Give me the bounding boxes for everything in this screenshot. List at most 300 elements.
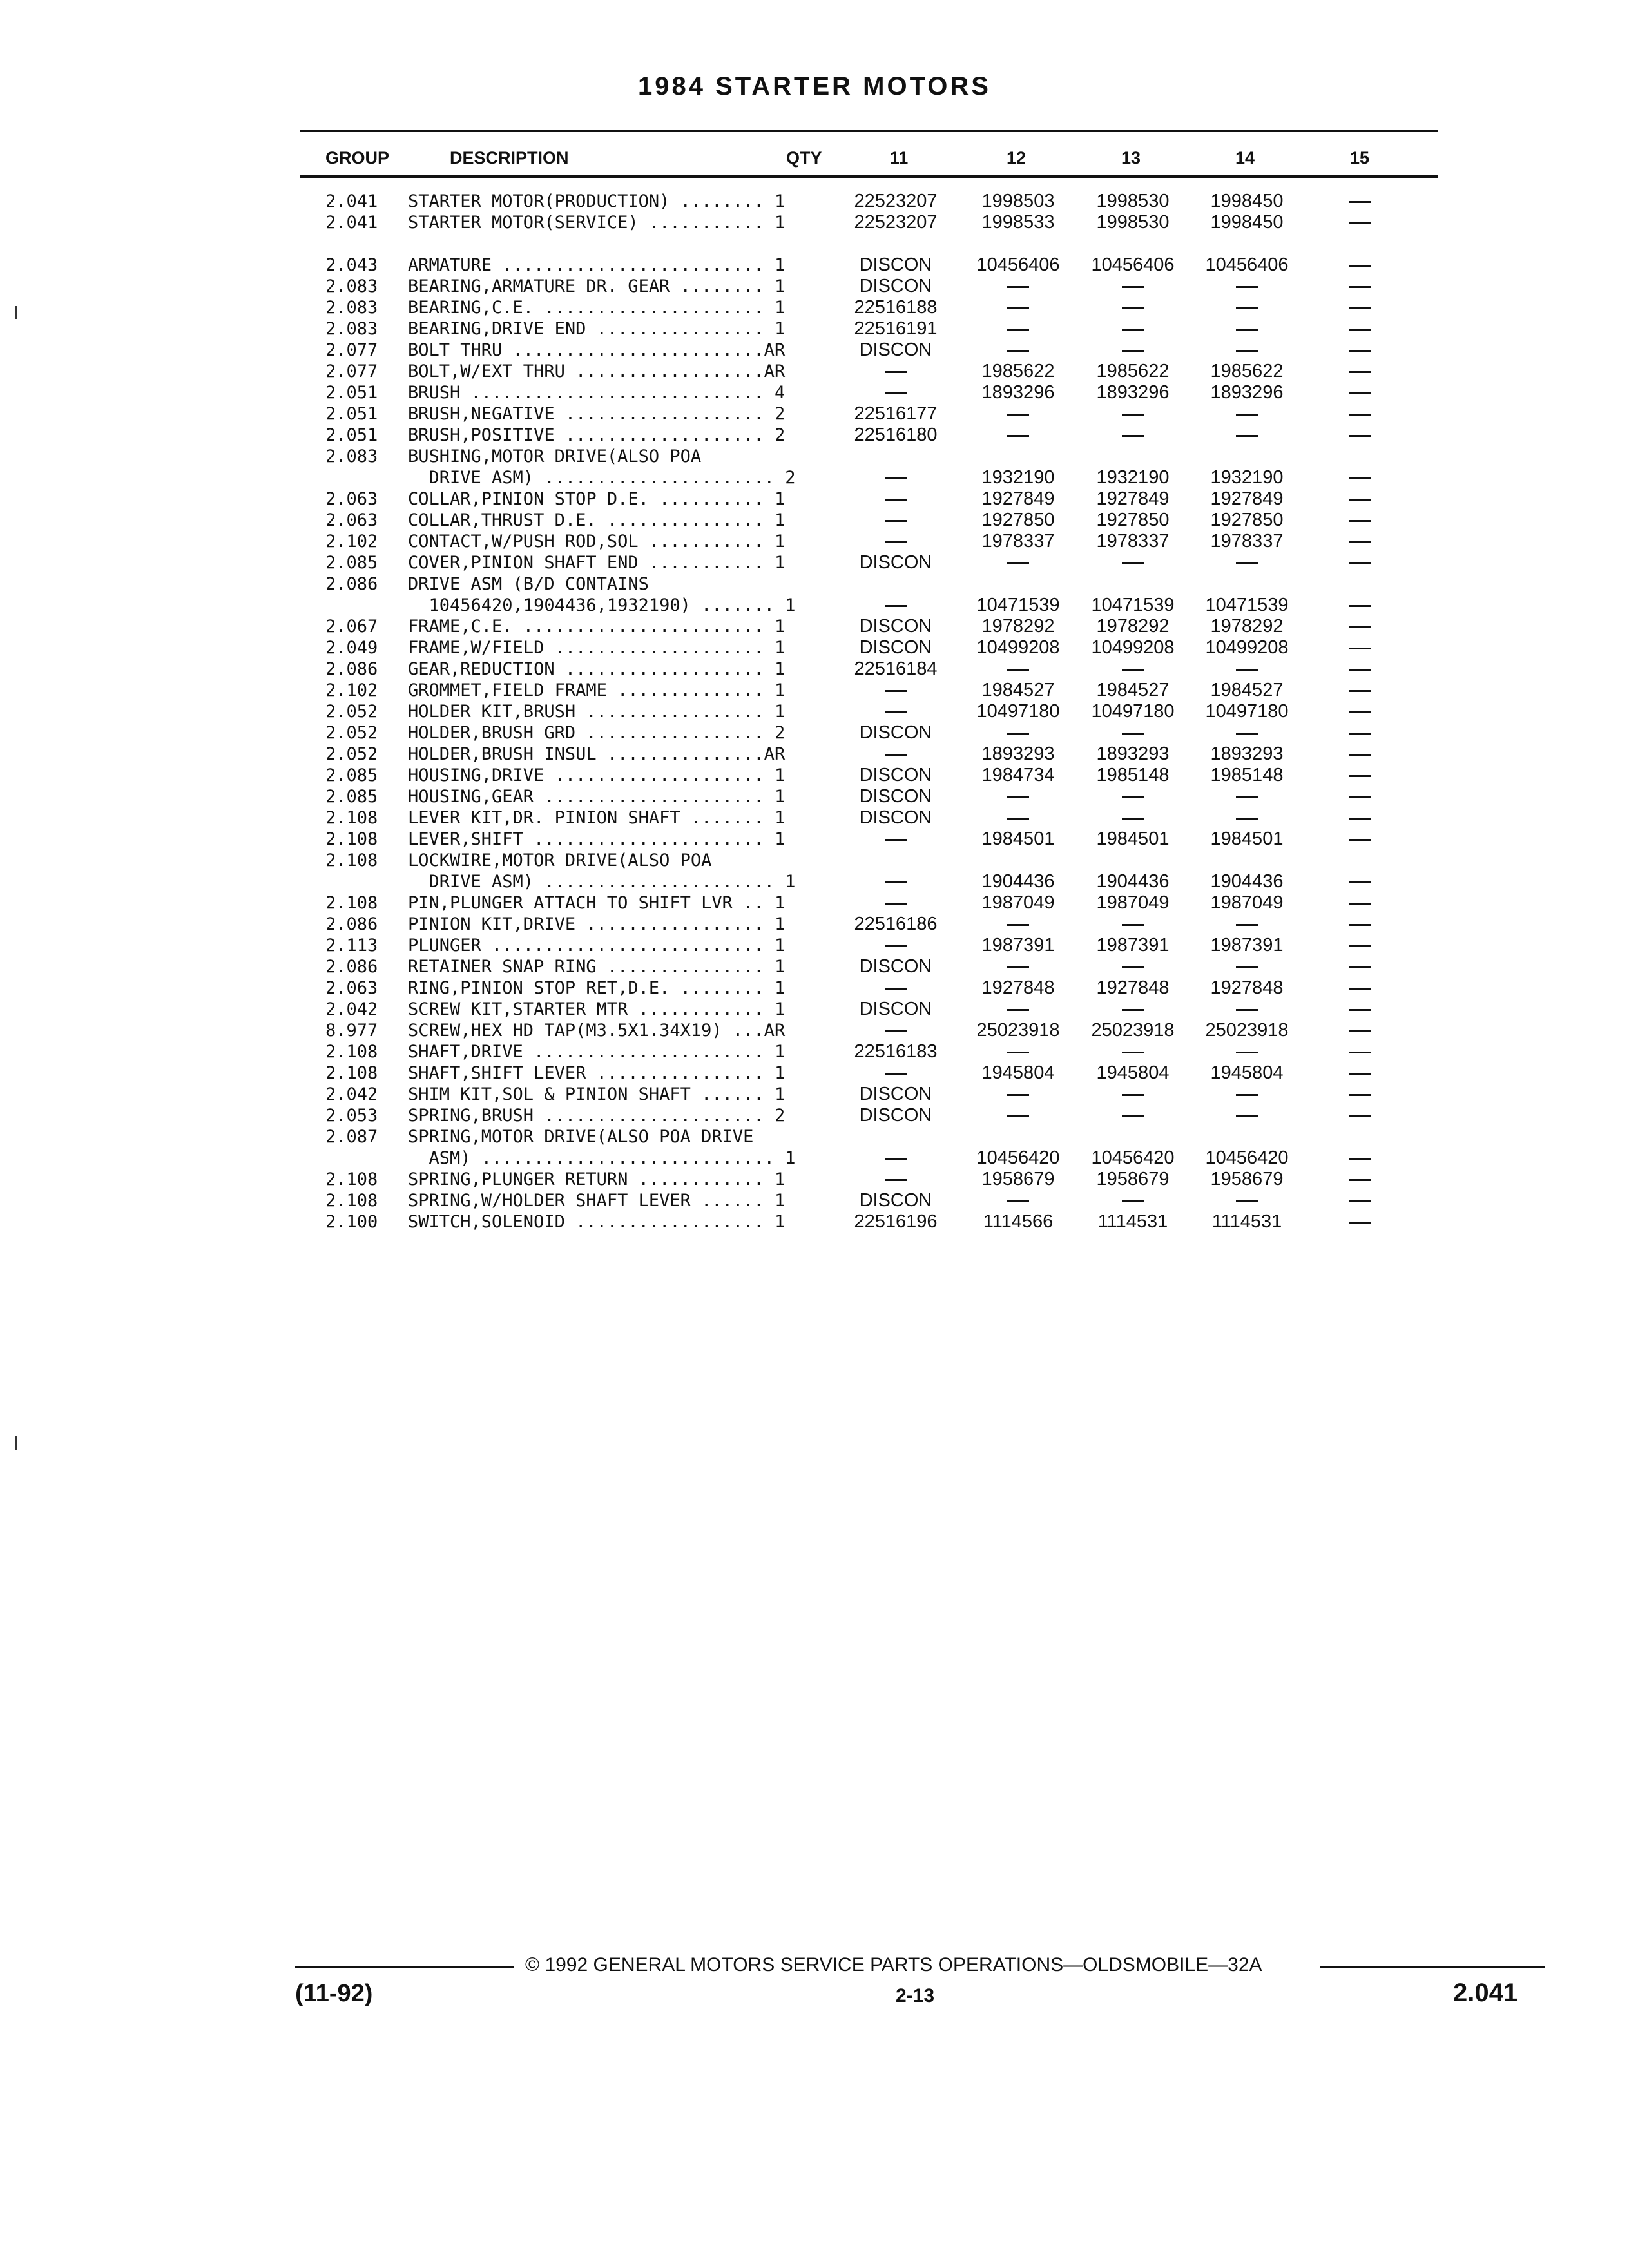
- group-cell: 2.042: [325, 999, 378, 1019]
- col-11-cell: DISCON: [859, 786, 932, 807]
- dash-line: [1349, 881, 1371, 883]
- description-cell: PIN,PLUNGER ATTACH TO SHIFT LVR .. 1: [408, 893, 786, 913]
- description-cell: ARMATURE ......................... 1: [408, 255, 786, 275]
- col-14-cell: 1984501: [1210, 829, 1284, 849]
- dash-mark: [1327, 744, 1392, 765]
- group-cell: 2.086: [325, 659, 378, 679]
- description-cell: STARTER MOTOR(PRODUCTION) ........ 1: [408, 191, 786, 211]
- dash-mark: [1081, 1084, 1184, 1105]
- description-cell: ASM) ............................ 1: [408, 1148, 796, 1168]
- dash-mark: [1327, 935, 1392, 956]
- description-cell: DRIVE ASM (B/D CONTAINS: [408, 574, 649, 594]
- dash-line: [1122, 1094, 1144, 1096]
- dash-mark: [1327, 531, 1392, 552]
- header-qty: QTY: [786, 148, 822, 168]
- group-cell: 2.086: [325, 574, 378, 594]
- col-12-cell: 1927848: [981, 977, 1055, 998]
- dash-line: [885, 371, 907, 373]
- dash-line: [1236, 924, 1258, 926]
- group-cell: 2.108: [325, 1191, 378, 1211]
- col-13-cell: 1978337: [1096, 531, 1170, 552]
- group-cell: 2.077: [325, 361, 378, 381]
- dash-mark: [1327, 1062, 1392, 1084]
- col-11-cell: DISCON: [859, 340, 932, 360]
- col-14-cell: 10497180: [1205, 701, 1289, 722]
- dash-line: [1349, 435, 1371, 437]
- dash-line: [1349, 222, 1371, 224]
- page-title: 1984 STARTER MOTORS: [638, 72, 991, 101]
- dash-line: [1349, 1200, 1371, 1202]
- group-cell: 2.100: [325, 1212, 378, 1232]
- dash-mark: [1327, 276, 1392, 297]
- dash-line: [1236, 307, 1258, 309]
- col-11-cell: DISCON: [859, 1105, 932, 1126]
- dash-mark: [847, 701, 944, 722]
- dash-mark: [847, 1020, 944, 1041]
- dash-mark: [1327, 1169, 1392, 1190]
- dash-line: [885, 477, 907, 479]
- description-cell: GEAR,REDUCTION ................... 1: [408, 659, 786, 679]
- dash-line: [1349, 839, 1371, 841]
- col-11-cell: 22523207: [854, 191, 938, 211]
- description-cell: SCREW,HEX HD TAP(M3.5X1.34X19) ...AR: [408, 1021, 786, 1041]
- dash-mark: [1327, 914, 1392, 935]
- dash-line: [1236, 1052, 1258, 1053]
- dash-line: [1122, 1009, 1144, 1011]
- dash-line: [1349, 477, 1371, 479]
- group-cell: 2.063: [325, 510, 378, 530]
- group-cell: 2.051: [325, 383, 378, 403]
- dash-mark: [1195, 807, 1298, 829]
- dash-mark: [1195, 999, 1298, 1020]
- dash-mark: [967, 318, 1070, 340]
- group-cell: 2.049: [325, 638, 378, 658]
- dash-mark: [1081, 1190, 1184, 1211]
- description-cell: SCREW KIT,STARTER MTR ............ 1: [408, 999, 786, 1019]
- group-cell: 2.051: [325, 404, 378, 424]
- group-cell: 2.087: [325, 1127, 378, 1147]
- dash-line: [1122, 966, 1144, 968]
- dash-line: [885, 520, 907, 522]
- group-cell: 2.108: [325, 850, 378, 870]
- dash-line: [885, 499, 907, 501]
- col-12-cell: 1978292: [981, 616, 1055, 637]
- header-col-15: 15: [1349, 148, 1370, 168]
- dash-line: [1236, 733, 1258, 735]
- dash-mark: [1327, 722, 1392, 744]
- dash-line: [1122, 414, 1144, 416]
- dash-mark: [1327, 892, 1392, 914]
- dash-mark: [847, 680, 944, 701]
- col-13-cell: 10471539: [1091, 595, 1175, 615]
- dash-mark: [847, 829, 944, 850]
- dash-line: [1349, 414, 1371, 416]
- dash-line: [885, 945, 907, 947]
- dash-mark: [1081, 658, 1184, 680]
- dash-line: [1007, 966, 1029, 968]
- dash-mark: [967, 1190, 1070, 1211]
- dash-line: [1122, 329, 1144, 331]
- group-cell: 2.085: [325, 787, 378, 807]
- col-14-cell: 1985622: [1210, 361, 1284, 381]
- col-14-cell: 1985148: [1210, 765, 1284, 785]
- dash-mark: [1327, 999, 1392, 1020]
- description-cell: GROMMET,FIELD FRAME .............. 1: [408, 680, 786, 700]
- dash-line: [1349, 626, 1371, 628]
- col-12-cell: 1987391: [981, 935, 1055, 956]
- group-cell: 2.108: [325, 808, 378, 828]
- description-cell: HOLDER,BRUSH GRD ................. 2: [408, 723, 786, 743]
- col-13-cell: 1932190: [1096, 467, 1170, 488]
- dash-line: [885, 1073, 907, 1075]
- dash-mark: [1327, 425, 1392, 446]
- dash-line: [1122, 796, 1144, 798]
- group-cell: 2.085: [325, 765, 378, 785]
- dash-mark: [1195, 1105, 1298, 1126]
- description-cell: SHAFT,DRIVE ...................... 1: [408, 1042, 786, 1062]
- group-cell: 2.108: [325, 1063, 378, 1083]
- group-cell: 2.043: [325, 255, 378, 275]
- col-13-cell: 10456406: [1091, 255, 1175, 275]
- dash-mark: [847, 1062, 944, 1084]
- dash-mark: [967, 1105, 1070, 1126]
- dash-line: [1236, 796, 1258, 798]
- group-cell: 2.108: [325, 829, 378, 849]
- col-11-cell: DISCON: [859, 1084, 932, 1104]
- col-14-cell: 1927849: [1210, 488, 1284, 509]
- group-cell: 2.052: [325, 744, 378, 764]
- dash-line: [885, 881, 907, 883]
- dash-line: [1122, 286, 1144, 288]
- dash-line: [885, 690, 907, 692]
- dash-line: [1122, 350, 1144, 352]
- col-11-cell: DISCON: [859, 956, 932, 977]
- header-col-14: 14: [1235, 148, 1255, 168]
- description-cell: RING,PINION STOP RET,D.E. ........ 1: [408, 978, 786, 998]
- dash-line: [1349, 796, 1371, 798]
- dash-mark: [1327, 361, 1392, 382]
- group-cell: 2.077: [325, 340, 378, 360]
- dash-line: [1349, 286, 1371, 288]
- footer-left-rule: [295, 1966, 514, 1968]
- dash-mark: [1327, 977, 1392, 999]
- dash-mark: [1195, 914, 1298, 935]
- dash-mark: [967, 786, 1070, 807]
- col-11-cell: 22516180: [854, 425, 938, 445]
- group-cell: 2.083: [325, 447, 378, 466]
- description-cell: BEARING,DRIVE END ................ 1: [408, 319, 786, 339]
- dash-mark: [1327, 191, 1392, 212]
- dash-line: [1236, 562, 1258, 564]
- group-cell: 2.102: [325, 532, 378, 552]
- dash-line: [885, 541, 907, 543]
- group-cell: 2.102: [325, 680, 378, 700]
- dash-mark: [967, 956, 1070, 977]
- dash-line: [1236, 1200, 1258, 1202]
- col-11-cell: 22516186: [854, 914, 938, 934]
- dash-mark: [1195, 722, 1298, 744]
- dash-mark: [1195, 1041, 1298, 1062]
- dash-mark: [1327, 701, 1392, 722]
- dash-line: [1349, 499, 1371, 501]
- dash-mark: [967, 722, 1070, 744]
- col-11-cell: 22516177: [854, 403, 938, 424]
- description-cell: BRUSH,POSITIVE ................... 2: [408, 425, 786, 445]
- dash-mark: [1081, 1105, 1184, 1126]
- dash-mark: [1081, 722, 1184, 744]
- dash-line: [1349, 520, 1371, 522]
- dash-line: [1349, 329, 1371, 331]
- footer-date: (11-92): [295, 1980, 373, 2007]
- dash-line: [1236, 669, 1258, 671]
- col-13-cell: 10497180: [1091, 701, 1175, 722]
- dash-line: [1349, 1115, 1371, 1117]
- dash-line: [1007, 414, 1029, 416]
- dash-mark: [1327, 552, 1392, 573]
- dash-mark: [1327, 340, 1392, 361]
- col-13-cell: 1114531: [1097, 1211, 1168, 1232]
- dash-line: [1349, 265, 1371, 267]
- dash-line: [1122, 435, 1144, 437]
- dash-line: [885, 1030, 907, 1032]
- group-cell: 2.108: [325, 1042, 378, 1062]
- col-13-cell: 1927849: [1096, 488, 1170, 509]
- dash-line: [885, 903, 907, 905]
- group-cell: 2.052: [325, 702, 378, 722]
- dash-mark: [1195, 786, 1298, 807]
- dash-line: [1349, 669, 1371, 671]
- dash-mark: [967, 807, 1070, 829]
- dash-line: [1007, 1200, 1029, 1202]
- dash-line: [1007, 329, 1029, 331]
- dash-line: [885, 605, 907, 607]
- dash-line: [1349, 201, 1371, 203]
- dash-line: [885, 754, 907, 756]
- description-cell: SPRING,BRUSH ..................... 2: [408, 1106, 786, 1126]
- col-13-cell: 1978292: [1096, 616, 1170, 637]
- dash-line: [1349, 371, 1371, 373]
- group-cell: 8.977: [325, 1021, 378, 1041]
- dash-mark: [847, 510, 944, 531]
- col-12-cell: 1114566: [983, 1211, 1054, 1232]
- header-col-12: 12: [1006, 148, 1027, 168]
- col-11-cell: DISCON: [859, 552, 932, 573]
- col-13-cell: 25023918: [1091, 1020, 1175, 1041]
- dash-mark: [1195, 425, 1298, 446]
- dash-line: [1349, 1094, 1371, 1096]
- col-11-cell: DISCON: [859, 276, 932, 296]
- dash-line: [1349, 350, 1371, 352]
- col-14-cell: 1998450: [1210, 212, 1284, 233]
- col-12-cell: 10456420: [976, 1148, 1060, 1168]
- dash-mark: [1327, 616, 1392, 637]
- col-12-cell: 1893296: [981, 382, 1055, 403]
- col-12-cell: 10456406: [976, 255, 1060, 275]
- dash-line: [1007, 307, 1029, 309]
- col-11-cell: 22516196: [854, 1211, 938, 1232]
- col-12-cell: 1945804: [981, 1062, 1055, 1083]
- dash-line: [1349, 392, 1371, 394]
- dash-line: [1349, 754, 1371, 756]
- col-13-cell: 1904436: [1096, 871, 1170, 892]
- col-11-cell: DISCON: [859, 722, 932, 743]
- dash-mark: [967, 340, 1070, 361]
- description-cell: CONTACT,W/PUSH ROD,SOL ........... 1: [408, 532, 786, 552]
- dash-mark: [1327, 595, 1392, 616]
- dash-mark: [1081, 297, 1184, 318]
- dash-mark: [1081, 403, 1184, 425]
- col-11-cell: 22516184: [854, 658, 938, 679]
- dash-line: [1349, 903, 1371, 905]
- dash-line: [1236, 1009, 1258, 1011]
- dash-mark: [1081, 318, 1184, 340]
- col-14-cell: 1927848: [1210, 977, 1284, 998]
- dash-mark: [1195, 340, 1298, 361]
- dash-line: [1122, 307, 1144, 309]
- dash-mark: [1195, 658, 1298, 680]
- col-12-cell: 1927849: [981, 488, 1055, 509]
- dash-line: [1007, 435, 1029, 437]
- dash-line: [1122, 733, 1144, 735]
- dash-mark: [1327, 871, 1392, 892]
- dash-line: [1007, 818, 1029, 820]
- dash-line: [1236, 286, 1258, 288]
- col-12-cell: 1984734: [981, 765, 1055, 785]
- dash-line: [1349, 1009, 1371, 1011]
- dash-mark: [1081, 956, 1184, 977]
- description-cell: SHIM KIT,SOL & PINION SHAFT ...... 1: [408, 1084, 786, 1104]
- dash-line: [885, 839, 907, 841]
- dash-line: [1236, 435, 1258, 437]
- dash-line: [1007, 286, 1029, 288]
- col-14-cell: 1984527: [1210, 680, 1284, 700]
- footer-section-number: 2.041: [1453, 1979, 1518, 2007]
- dash-mark: [1195, 1190, 1298, 1211]
- dash-line: [1349, 605, 1371, 607]
- description-cell: SPRING,W/HOLDER SHAFT LEVER ...... 1: [408, 1191, 786, 1211]
- col-11-cell: DISCON: [859, 999, 932, 1019]
- col-11-cell: DISCON: [859, 637, 932, 658]
- dash-mark: [847, 382, 944, 403]
- group-cell: 2.041: [325, 213, 378, 233]
- dash-mark: [1327, 1148, 1392, 1169]
- dash-line: [1236, 1094, 1258, 1096]
- scan-mark: [15, 1436, 17, 1450]
- dash-mark: [1327, 467, 1392, 488]
- dash-mark: [1327, 1041, 1392, 1062]
- dash-line: [1349, 1222, 1371, 1224]
- col-11-cell: DISCON: [859, 807, 932, 828]
- col-12-cell: 1987049: [981, 892, 1055, 913]
- col-12-cell: 1893293: [981, 744, 1055, 764]
- dash-mark: [1195, 276, 1298, 297]
- dash-mark: [1327, 403, 1392, 425]
- dash-mark: [1327, 1020, 1392, 1041]
- dash-mark: [1327, 1084, 1392, 1105]
- col-12-cell: 1985622: [981, 361, 1055, 381]
- col-13-cell: 1958679: [1096, 1169, 1170, 1189]
- col-11-cell: DISCON: [859, 1190, 932, 1211]
- description-cell: RETAINER SNAP RING ............... 1: [408, 957, 786, 977]
- col-11-cell: 22516191: [854, 318, 938, 339]
- dash-mark: [1081, 999, 1184, 1020]
- col-12-cell: 1984527: [981, 680, 1055, 700]
- col-13-cell: 1984527: [1096, 680, 1170, 700]
- dash-line: [1349, 1030, 1371, 1032]
- dash-line: [1349, 733, 1371, 735]
- dash-line: [1349, 562, 1371, 564]
- dash-mark: [1327, 765, 1392, 786]
- group-cell: 2.108: [325, 1169, 378, 1189]
- dash-line: [1122, 669, 1144, 671]
- col-13-cell: 1927848: [1096, 977, 1170, 998]
- description-cell: BOLT,W/EXT THRU ..................AR: [408, 361, 786, 381]
- dash-line: [1122, 1052, 1144, 1053]
- col-13-cell: 1998530: [1096, 212, 1170, 233]
- group-cell: 2.053: [325, 1106, 378, 1126]
- col-13-cell: 1893296: [1096, 382, 1170, 403]
- group-cell: 2.085: [325, 553, 378, 573]
- footer-right-rule: [1320, 1966, 1545, 1968]
- col-11-cell: 22516183: [854, 1041, 938, 1062]
- description-cell: FRAME,C.E. ....................... 1: [408, 617, 786, 637]
- description-cell: SWITCH,SOLENOID .................. 1: [408, 1212, 786, 1232]
- dash-mark: [847, 467, 944, 488]
- dash-mark: [1327, 1190, 1392, 1211]
- dash-mark: [1327, 212, 1392, 233]
- dash-mark: [1327, 255, 1392, 276]
- dash-line: [1349, 1052, 1371, 1053]
- dash-line: [885, 711, 907, 713]
- dash-mark: [847, 744, 944, 765]
- description-cell: HOUSING,DRIVE .................... 1: [408, 765, 786, 785]
- description-cell: BRUSH,NEGATIVE ................... 2: [408, 404, 786, 424]
- col-11-cell: 22516188: [854, 297, 938, 318]
- col-12-cell: 1998503: [981, 191, 1055, 211]
- dash-line: [1349, 1073, 1371, 1075]
- col-14-cell: 10456406: [1205, 255, 1289, 275]
- dash-line: [1122, 1200, 1144, 1202]
- dash-mark: [1081, 340, 1184, 361]
- col-13-cell: 1985622: [1096, 361, 1170, 381]
- dash-mark: [1195, 552, 1298, 573]
- col-12-cell: 1958679: [981, 1169, 1055, 1189]
- scan-mark: [15, 306, 17, 319]
- dash-line: [1236, 1115, 1258, 1117]
- header-col-13: 13: [1121, 148, 1141, 168]
- col-13-cell: 1984501: [1096, 829, 1170, 849]
- group-cell: 2.063: [325, 978, 378, 998]
- dash-mark: [847, 977, 944, 999]
- description-cell: BUSHING,MOTOR DRIVE(ALSO POA: [408, 447, 702, 466]
- col-13-cell: 10499208: [1091, 637, 1175, 658]
- col-12-cell: 1932190: [981, 467, 1055, 488]
- dash-line: [1349, 648, 1371, 649]
- dash-mark: [847, 935, 944, 956]
- dash-mark: [1327, 1211, 1392, 1233]
- header-col-11: 11: [889, 148, 909, 168]
- description-cell: SPRING,PLUNGER RETURN ............ 1: [408, 1169, 786, 1189]
- description-cell: LEVER,SHIFT ...................... 1: [408, 829, 786, 849]
- col-14-cell: 1987049: [1210, 892, 1284, 913]
- description-cell: LEVER KIT,DR. PINION SHAFT ....... 1: [408, 808, 786, 828]
- dash-mark: [1081, 276, 1184, 297]
- dash-mark: [967, 1041, 1070, 1062]
- col-14-cell: 1114531: [1211, 1211, 1282, 1232]
- col-14-cell: 1978292: [1210, 616, 1284, 637]
- dash-mark: [1327, 637, 1392, 658]
- dash-mark: [847, 892, 944, 914]
